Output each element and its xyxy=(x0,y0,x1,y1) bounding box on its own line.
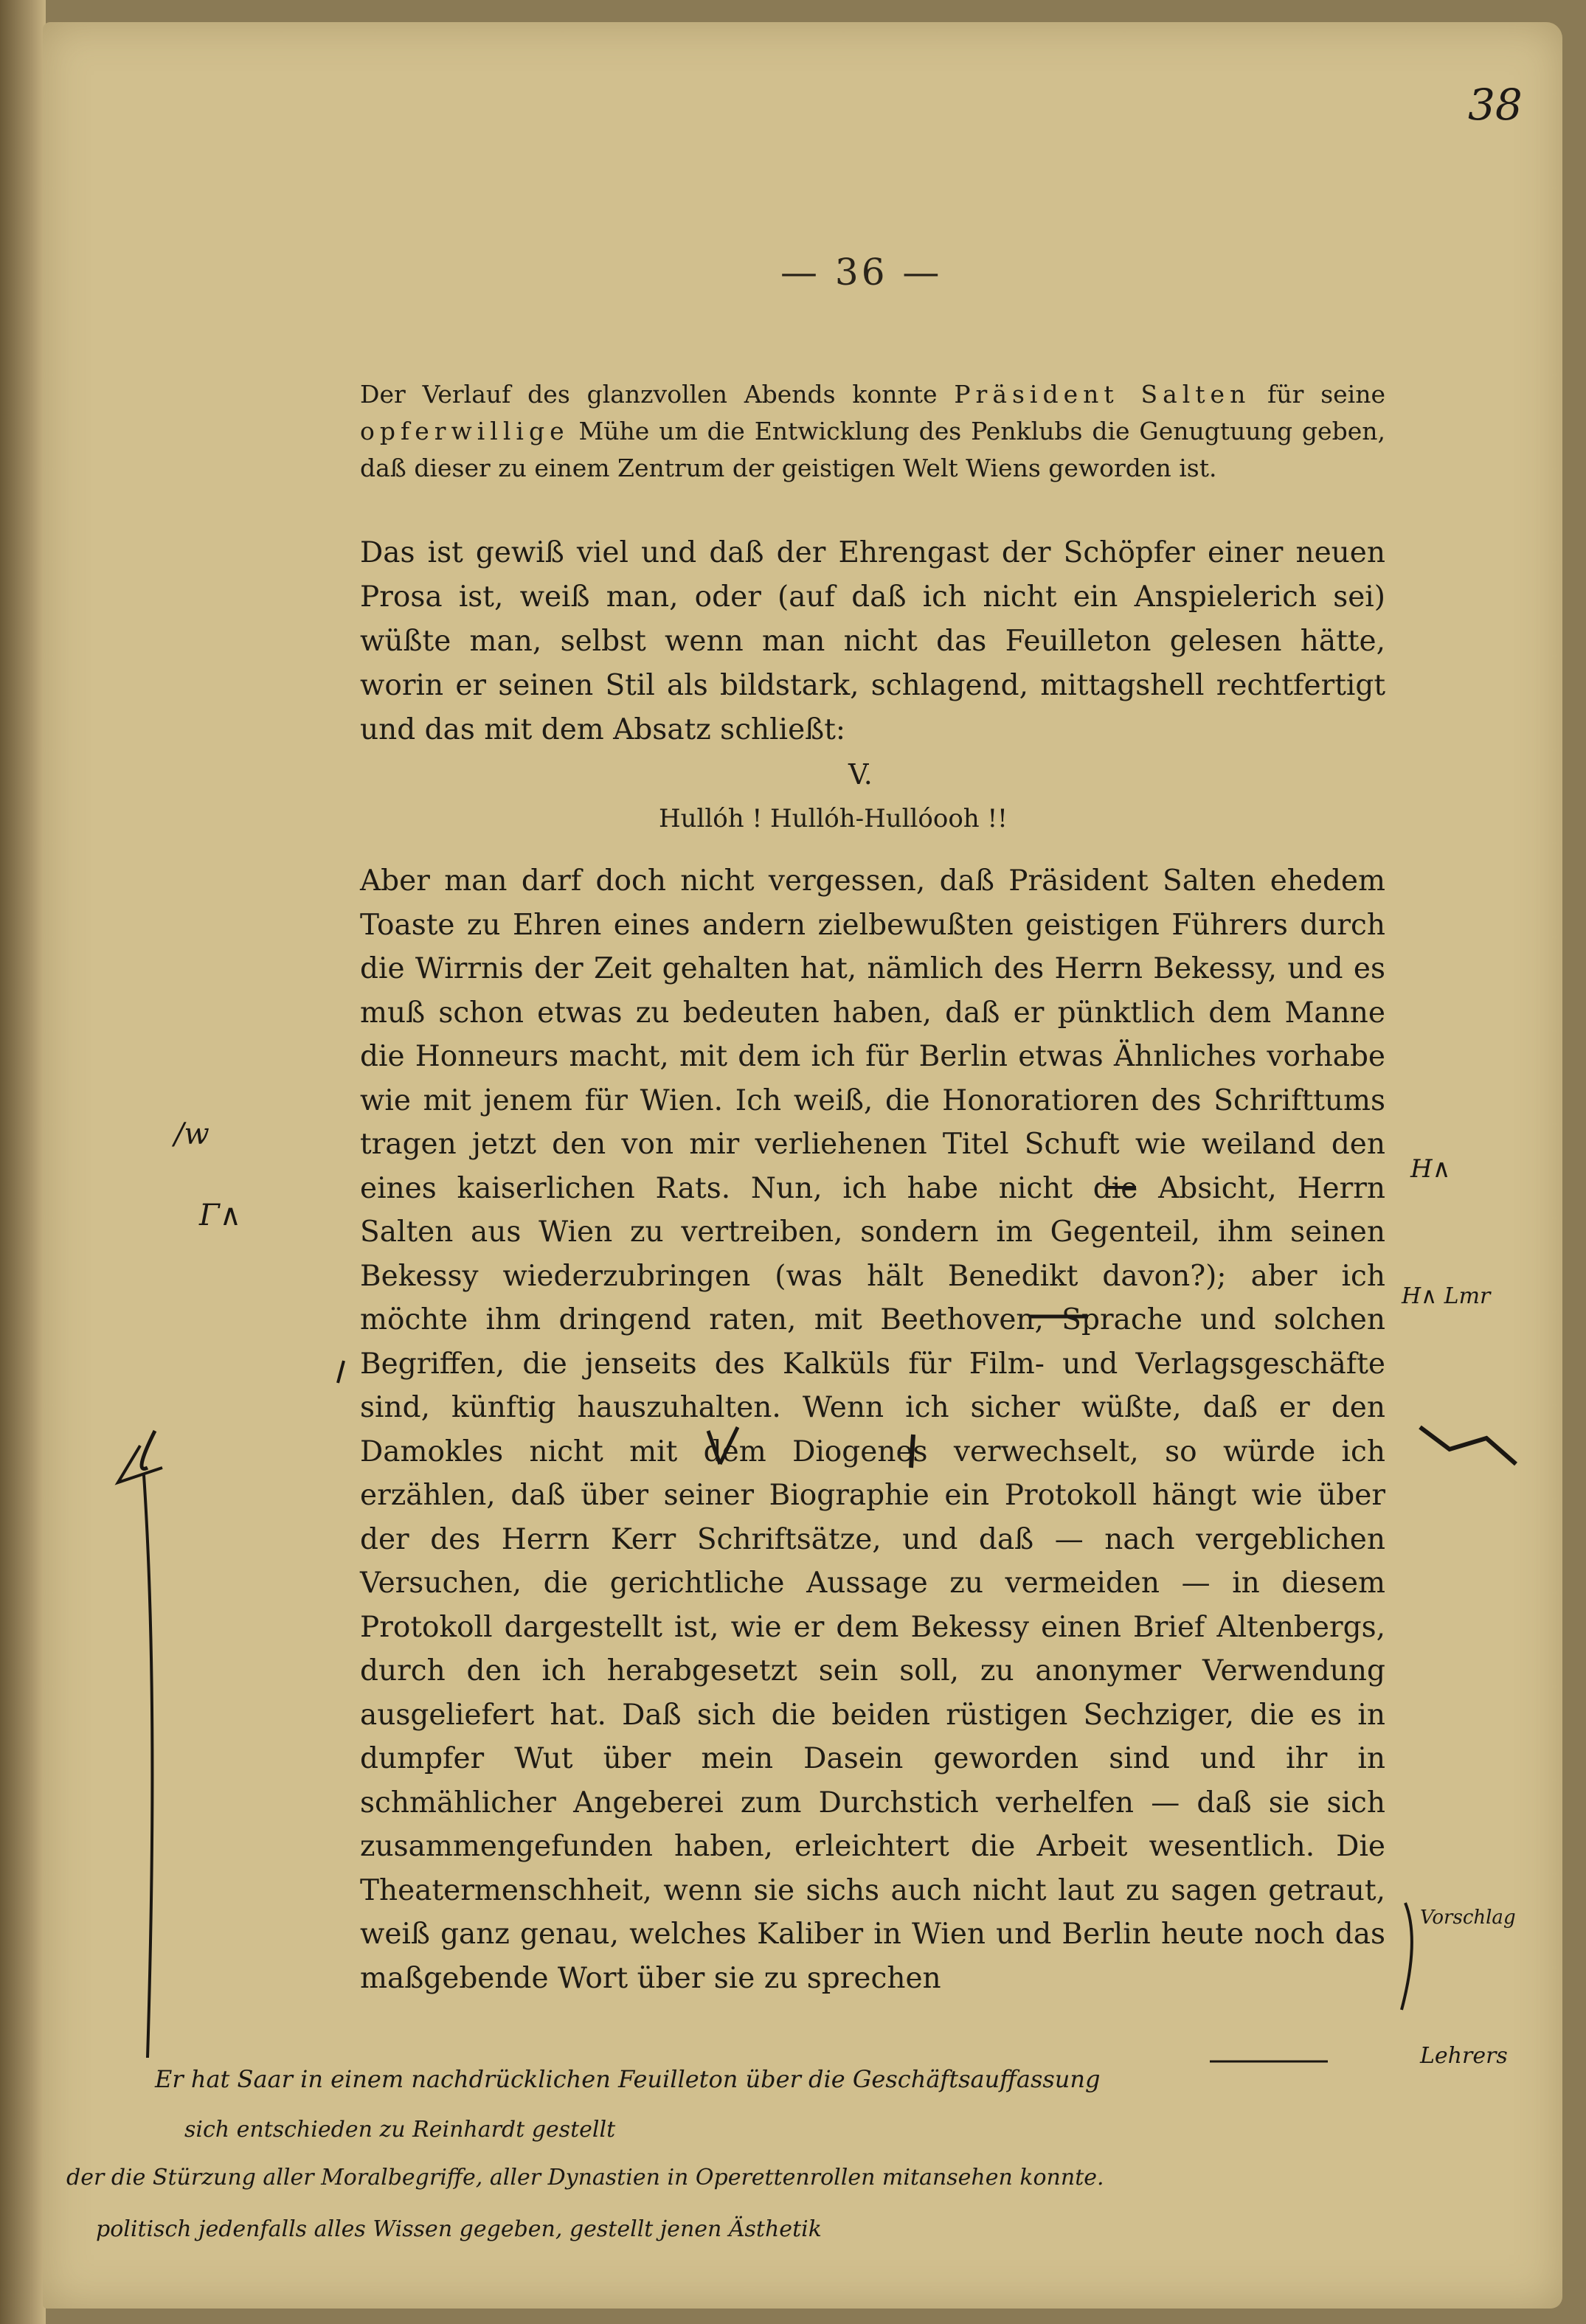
paragraph-3-text: Aber man darf doch nicht vergessen, daß Präsident Salten ehedem Toaste zu Ehren eines andern zielbewußten geistigen Führers durch die Wirrnis der Zeit gehalten hat, nämlich des Herrn Bekessy, und es muß schon etwas zu bedeuten haben, daß er pünktlich dem Manne die Honneurs macht, mit dem ich für Berlin etwas Ähnliches vorhabe wie mit jenem für Wien. Ich weiß, die Honoratioren des Schrifttums tragen jetzt den von mir verliehenen Titel Schuft wie weiland den eines kaiserlichen Rats. Nun, ich habe nicht die Absicht, Herrn Salten aus Wien zu vertreiben, sondern im Gegenteil, ihm seinen Bekessy wiederzubringen (was hält Benedikt davon?); aber ich möchte ihm dringend raten, mit Beethoven, Sprache und solchen Begriffen, die jenseits des Kalküls für Film- und Verlagsgeschäfte sind, künftig hauszuhalten. Wenn ich sicher wüßte, daß er den Damokles nicht mit dem Diogenes verwechselt, so würde ich erzählen, daß über seiner Biographie ein Protokoll hängt wie über der des Herrn Kerr Schriftsätze, und daß — nach vergeblichen Versuchen, die gerichtliche Aussage zu vermeiden — in diesem Protokoll dargestellt ist, wie er dem Bekessy einen Brief Altenbergs, durch den ich herabgesetzt sein soll, zu anonymer Verwendung ausgeliefert hat. Daß sich die beiden rüstigen Sechziger, die es in dumpfer Wut über mein Dasein geworden sind und ihr in schmählicher Angeberei zum Durchstich verhelfen — daß sie sich zusammengefunden haben, erleichtert die Arbeit wesentlich. Die Theatermenschheit, wenn sie sichs auch nicht laut zu sagen getraut, weiß ganz genau, welches Kaliber in Wien und Berlin heute noch das maßgebende Wort über sie zu sprechen xyxy=(360,864,1385,1995)
paragraph-3 xyxy=(360,859,1385,2000)
bottom-note-line-3: der die Stürzung aller Moralbegriffe, aller Dynastien in Operettenrollen mitansehen konnte. xyxy=(66,2165,1104,2191)
paragraph-intro-spaced-2: opferwillige xyxy=(360,417,569,445)
bottom-note-line-1: Er hat Saar in einem nachdrücklichen Feuilleton über die Geschäftsauffassung xyxy=(155,2065,1101,2093)
page-number: — 36 — xyxy=(780,251,943,294)
paragraph-2-text: Das ist gewiß viel und daß der Ehrengast der Schöpfer einer neuen Prosa ist, weiß man, oder (auf daß ich nicht ein Anspielerich sei) wüßte man, selbst wenn man nicht das Feuilleton gelesen hätte, worin er seinen Stil als bildstark, schlagend, mittagshell rechtfertigt und das mit dem Absatz schließt: xyxy=(360,536,1385,746)
binding-edge xyxy=(0,0,46,2324)
margin-note-left-2: Γ∧ xyxy=(199,1199,242,1232)
margin-note-right-1: H∧ xyxy=(1410,1154,1451,1184)
bottom-note-line-4: politisch jedenfalls alles Wissen gegeben, gestellt jenen Ästhetik xyxy=(96,2216,822,2242)
margin-note-left-1: /w xyxy=(174,1117,209,1151)
paragraph-intro-spaced-1: Präsident Salten xyxy=(954,380,1251,409)
margin-note-right-3: Vorschlag xyxy=(1420,1907,1516,1929)
paragraph-intro xyxy=(360,376,1385,487)
paragraph-intro-text-1: Der Verlauf des glanzvollen Abends konnte xyxy=(360,380,955,409)
section-exclamation: Hullóh ! Hullóh-Hullóooh !! xyxy=(659,804,1008,833)
archive-page-number: 38 xyxy=(1468,80,1523,130)
paragraph-intro-text-2: für seine xyxy=(1250,380,1385,409)
section-roman-numeral: V. xyxy=(848,758,873,791)
bottom-note-line-2: sich entschieden zu Reinhardt gestellt xyxy=(184,2117,616,2143)
paragraph-2 xyxy=(360,531,1385,752)
paragraph-intro-text-3: Mühe um die Entwicklung des Penklubs die Genugtuung geben, daß dieser zu einem Zentrum der geistigen Welt Wiens geworden ist. xyxy=(360,417,1385,482)
margin-note-right-4: Lehrers xyxy=(1420,2043,1508,2069)
margin-note-right-2: H∧ Lmr xyxy=(1402,1283,1491,1309)
